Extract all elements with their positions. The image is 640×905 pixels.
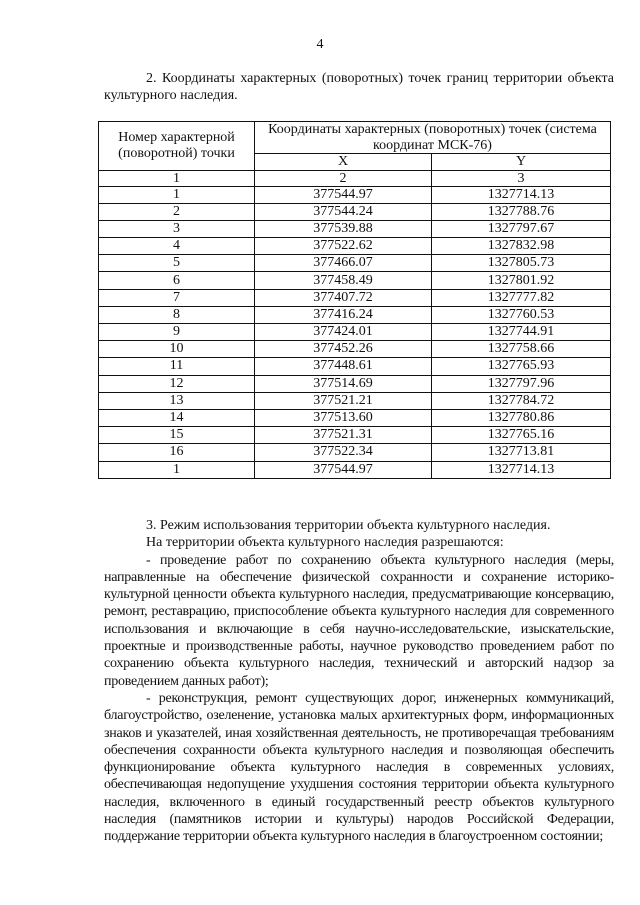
x-coordinate-cell: 377513.60 — [255, 409, 432, 426]
x-coordinate-cell: 377514.69 — [255, 375, 432, 392]
x-coordinate-cell: 377466.07 — [255, 255, 432, 272]
page-number: 4 — [316, 37, 324, 52]
y-coordinate-cell: 1327797.67 — [432, 220, 611, 237]
section-2-heading — [104, 70, 614, 104]
point-number-cell: 3 — [99, 220, 255, 237]
x-coordinate-cell: 377544.24 — [255, 203, 432, 220]
section-3 — [104, 517, 614, 846]
table-row — [99, 220, 611, 237]
coordinates-table — [98, 121, 611, 479]
point-number-cell: 2 — [99, 203, 255, 220]
y-coordinate-cell: 1327784.72 — [432, 392, 611, 409]
section-3-intro: На территории объекта культурного наследия разрешаются: — [146, 535, 504, 551]
table-row — [99, 238, 611, 255]
y-coordinate-cell: 1327832.98 — [432, 238, 611, 255]
x-coordinate-cell: 377407.72 — [255, 289, 432, 306]
column-number-2: 2 — [255, 170, 432, 186]
y-coordinate-cell: 1327744.91 — [432, 324, 611, 341]
point-number-cell: 1 — [99, 461, 255, 478]
point-number-cell: 1 — [99, 186, 255, 203]
x-coordinate-cell: 377522.62 — [255, 238, 432, 255]
point-number-cell: 15 — [99, 427, 255, 444]
y-coordinate-cell: 1327765.16 — [432, 427, 611, 444]
point-number-cell: 5 — [99, 255, 255, 272]
x-coordinate-cell: 377539.88 — [255, 220, 432, 237]
y-coordinate-cell: 1327758.66 — [432, 341, 611, 358]
table-row — [99, 203, 611, 220]
column-number-3: 3 — [432, 170, 611, 186]
point-number-cell: 14 — [99, 409, 255, 426]
table-row — [99, 341, 611, 358]
permitted-item-1: - проведение работ по сохранению объекта культурного наследия (меры, направленные на обеспечение физической сохранности и сохранение историко-культурной ценности объекта культурного наследия, предусматривающие консервацию, ремонт, реставрацию, приспособление объекта культурного наследия для современного использования и включающие в себя научно-исследовательские, изыскательские, проектные и производственные работы, научное руководство проведением работ по сохранению объекта культурного наследия, технический и авторский надзор за проведением данных работ); — [104, 552, 614, 689]
x-coordinate-cell: 377522.34 — [255, 444, 432, 461]
table-row — [99, 186, 611, 203]
y-coordinate-cell: 1327713.81 — [432, 444, 611, 461]
table-row — [99, 358, 611, 375]
x-coordinate-cell: 377416.24 — [255, 306, 432, 323]
y-coordinate-cell: 1327805.73 — [432, 255, 611, 272]
header-point-number: Номер характерной (поворотной) точки — [99, 122, 255, 171]
y-coordinate-cell: 1327801.92 — [432, 272, 611, 289]
x-coordinate-cell: 377458.49 — [255, 272, 432, 289]
y-coordinate-cell: 1327714.13 — [432, 186, 611, 203]
point-number-cell: 4 — [99, 238, 255, 255]
section-3-heading: 3. Режим использования территории объекта культурного наследия. — [146, 518, 551, 533]
y-coordinate-cell: 1327714.13 — [432, 461, 611, 478]
x-coordinate-cell: 377424.01 — [255, 324, 432, 341]
x-coordinate-cell: 377544.97 — [255, 461, 432, 478]
y-coordinate-cell: 1327777.82 — [432, 289, 611, 306]
point-number-cell: 6 — [99, 272, 255, 289]
point-number-cell: 12 — [99, 375, 255, 392]
section-2-text: 2. Координаты характерных (поворотных) точек границ территории объекта культурного наследия. — [104, 71, 614, 103]
header-y: Y — [432, 154, 611, 171]
permitted-item-2: - реконструкция, ремонт существующих дорог, инженерных коммуникаций, благоустройство, озеленение, установка малых архитектурных форм, информационных знаков и указателей, иная хозяйственная деятельность, не противоречащая требованиям обеспечения сохранности объекта культурного наследия и позволяющая обеспечить функционирование объекта культурного наследия в современных условиях, обеспечивающая недопущение ухудшения состояния территории объекта культурного наследия, включенного в единый государственный реестр объектов культурного наследия (памятников истории и культуры) народов Российской Федерации, поддержание территории объекта культурного наследия в благоустроенном состоянии; — [104, 690, 614, 845]
y-coordinate-cell: 1327760.53 — [432, 306, 611, 323]
x-coordinate-cell: 377521.31 — [255, 427, 432, 444]
table-row — [99, 306, 611, 323]
coordinates-table-body — [99, 186, 611, 478]
point-number-cell: 7 — [99, 289, 255, 306]
header-x: X — [255, 154, 432, 171]
table-row — [99, 375, 611, 392]
point-number-cell: 9 — [99, 324, 255, 341]
table-row — [99, 427, 611, 444]
point-number-cell: 8 — [99, 306, 255, 323]
point-number-cell: 16 — [99, 444, 255, 461]
x-coordinate-cell: 377521.21 — [255, 392, 432, 409]
y-coordinate-cell: 1327797.96 — [432, 375, 611, 392]
y-coordinate-cell: 1327780.86 — [432, 409, 611, 426]
table-row — [99, 272, 611, 289]
table-row — [99, 409, 611, 426]
table-row — [99, 324, 611, 341]
table-row — [99, 255, 611, 272]
column-number-1: 1 — [99, 170, 255, 186]
header-coordinates: Координаты характерных (поворотных) точек (система координат МСК-76) — [255, 122, 611, 154]
table-row — [99, 392, 611, 409]
point-number-cell: 10 — [99, 341, 255, 358]
x-coordinate-cell: 377544.97 — [255, 186, 432, 203]
y-coordinate-cell: 1327765.93 — [432, 358, 611, 375]
point-number-cell: 13 — [99, 392, 255, 409]
x-coordinate-cell: 377448.61 — [255, 358, 432, 375]
table-row — [99, 289, 611, 306]
table-row — [99, 444, 611, 461]
table-row — [99, 461, 611, 478]
x-coordinate-cell: 377452.26 — [255, 341, 432, 358]
point-number-cell: 11 — [99, 358, 255, 375]
y-coordinate-cell: 1327788.76 — [432, 203, 611, 220]
